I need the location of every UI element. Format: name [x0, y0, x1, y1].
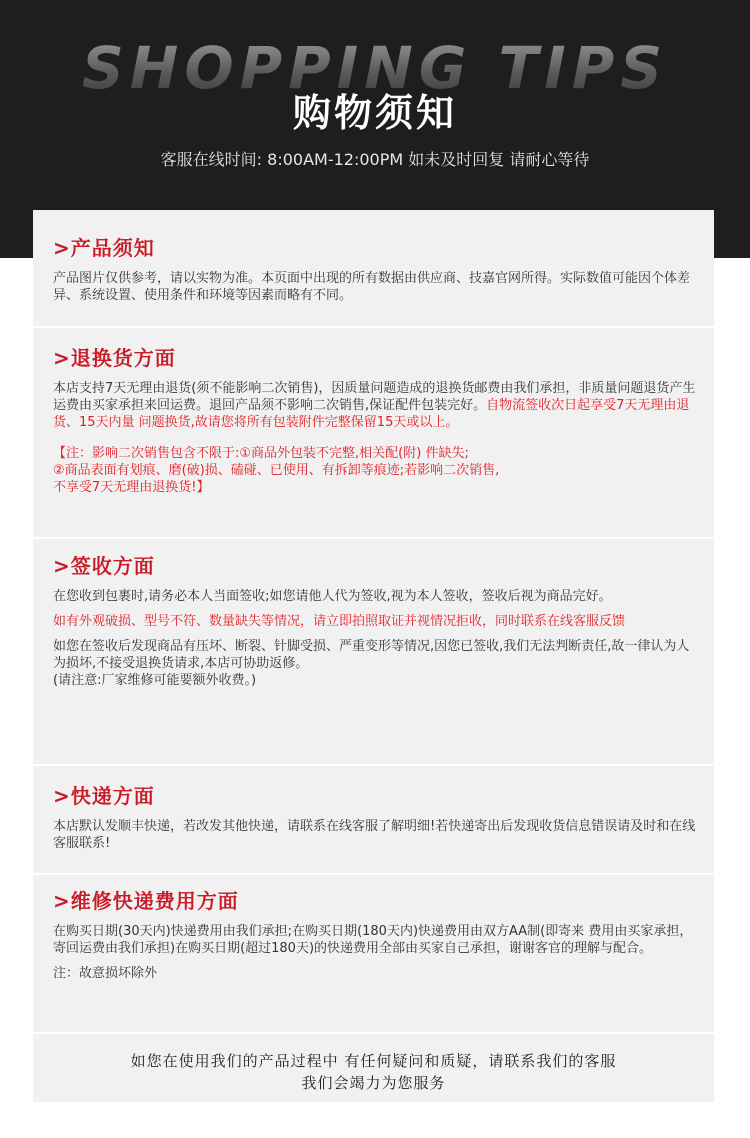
signing-text: 在您收到包裹时,请务必本人当面签收;如您请他人代为签收,视为本人签收，签收后视为商品完好。	[53, 589, 612, 604]
returns-note-line: ②商品表面有划痕、磨(破)损、磕碰、已使用、有拆卸等痕迹;若影响二次销售,	[53, 463, 500, 478]
section-repair	[53, 887, 698, 982]
section-divider	[33, 764, 714, 766]
signing-text-liability: 如您在签收后发现商品有压坏、断裂、针脚受损、严重变形等情况,因您已签收,我们无法判断责任,故一律认为人为损坏,不接受退换货请求,本店可协助返修。	[53, 639, 690, 671]
repair-text: 在购买日期(30天内)快递费用由我们承担;在购买日期(180天内)快递费用由双方AA制(即寄来 费用由买家承担，寄回运费由我们承担)在购买日期(超过180天)的快递费用全部由买家自己承担，谢谢客官的理解与配合。	[53, 924, 693, 956]
repair-note: 注：故意损坏除外	[53, 966, 158, 981]
section-divider	[33, 1032, 714, 1034]
closing-line: 如您在使用我们的产品过程中 有任何疑问和质疑，请联系我们的客服	[130, 1052, 617, 1070]
section-product	[53, 234, 698, 304]
returns-text-highlight: 自物流签收次日起享受7天无理由退货、15天内量 问题换货,故请您将所有包装附件完整保留15天或以上。	[53, 398, 690, 430]
section-returns	[53, 344, 698, 496]
closing-message	[33, 1050, 714, 1094]
header-title-cn: 购物须知	[292, 91, 457, 135]
section-title-express: >快递方面	[53, 784, 155, 808]
section-divider	[33, 326, 714, 328]
section-signing	[53, 552, 698, 689]
returns-note-line: 【注：影响二次销售包含不限于:①商品外包装不完整,相关配(附) 件缺失;	[53, 446, 469, 461]
section-title-signing: >签收方面	[53, 554, 155, 578]
signing-text-repair-note: (请注意:厂家维修可能要额外收费。)	[53, 673, 257, 688]
express-text: 本店默认发顺丰快递，若改发其他快递，请联系在线客服了解明细!若快递寄出后发现收货信息错误请及时和在线客服联系!	[53, 819, 696, 851]
service-hours: 客服在线时间: 8:00AM-12:00PM 如未及时回复 请耐心等待	[160, 150, 590, 169]
closing-line: 我们会竭力为您服务	[301, 1074, 446, 1092]
returns-text-main: 本店支持7天无理由退货(须不能影响二次销售)，因质量问题造成的退换货邮费由我们承担，非质量问题退货产生运费由买家承担来回运费。退回产品须不影响二次销售,保证配件包装完好。	[53, 381, 696, 413]
section-title-repair: >维修快递费用方面	[53, 889, 239, 913]
product-text: 产品图片仅供参考，请以实物为准。本页面中出现的所有数据由供应商、技嘉官网所得。实际数值可能因个体差异、系统设置、使用条件和环境等因素而略有不同。	[53, 271, 691, 303]
section-title-product: >产品须知	[53, 236, 155, 260]
tips-panel	[33, 210, 714, 1102]
section-title-returns: >退换货方面	[53, 346, 176, 370]
section-express	[53, 782, 698, 852]
header-title-en: SHOPPING TIPS	[0, 36, 750, 100]
section-divider	[33, 873, 714, 875]
returns-note	[53, 445, 698, 496]
returns-text	[53, 380, 698, 431]
section-divider	[33, 537, 714, 539]
returns-note-line: 不享受7天无理由退换货!】	[53, 480, 210, 495]
signing-warning: 如有外观破损、型号不符、数量缺失等情况，请立即拍照取证并视情况拒收，同时联系在线客服反馈	[53, 614, 626, 629]
